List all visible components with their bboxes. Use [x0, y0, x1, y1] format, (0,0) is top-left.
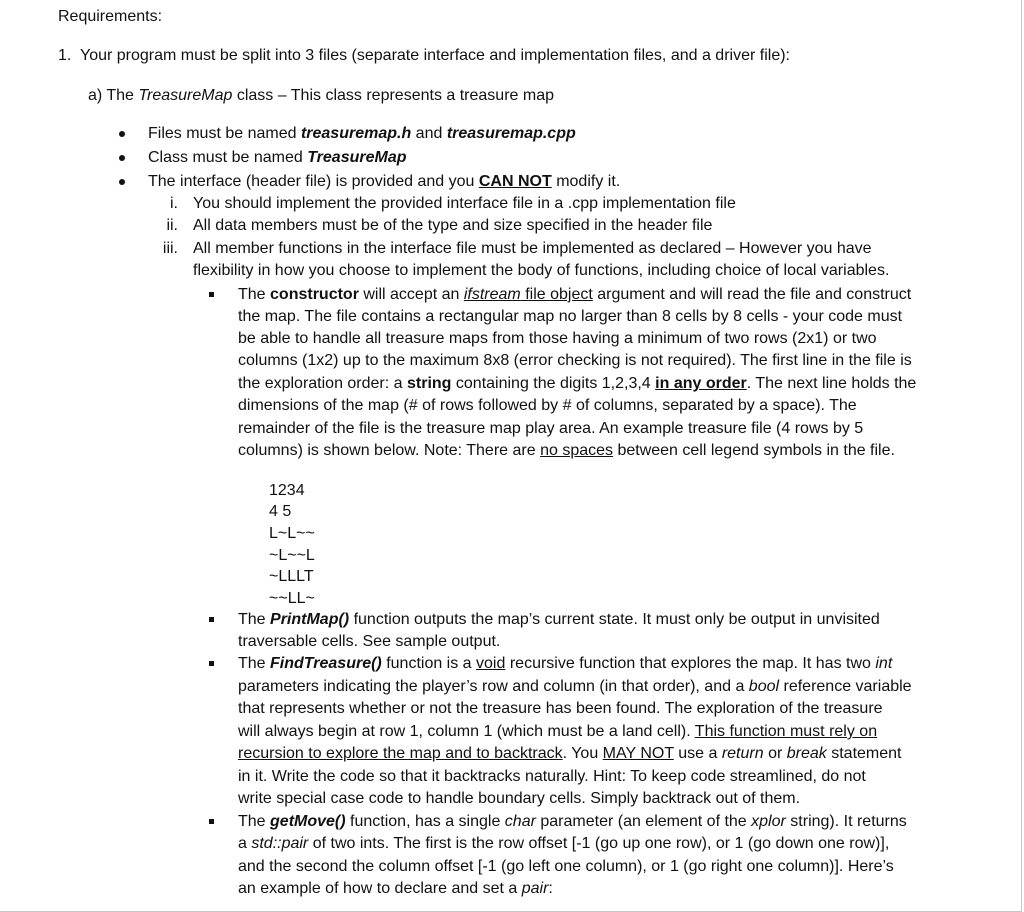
bullet-dot [119, 179, 125, 185]
bullet-dot [119, 155, 125, 161]
example-file-line: 4 5 [269, 503, 292, 520]
constructor-paragraph-line: The constructor will accept an ifstream file object argument and will read the file and construct [238, 286, 912, 303]
example-file-line: ~L~~L [269, 547, 315, 564]
constructor-paragraph-line: columns (1x2) up to the maximum 8x8 (error checking is not required). The first line in the file is [238, 352, 912, 369]
example-file-line: 1234 [269, 482, 305, 499]
roman-item-text: flexibility in how you choose to implement the body of functions, including choice of local variables. [193, 262, 890, 279]
example-file-line: L~L~~ [269, 525, 315, 542]
constructor-paragraph-line: the exploration order: a string containing the digits 1,2,3,4 in any order. The next line holds the [238, 375, 917, 392]
getmove-paragraph-line: and the second the column offset [-1 (go left one column), or 1 (go right one column)]. Here’s [238, 858, 894, 875]
bullet-dot [119, 131, 125, 137]
requirement-number: 1. [58, 47, 72, 64]
square-bullet [209, 819, 214, 824]
roman-numeral: iii. [162, 240, 178, 257]
printmap-paragraph-line: traversable cells. See sample output. [238, 633, 501, 650]
findtreasure-paragraph-line: write special case code to handle boundary cells. Simply backtrack out of them. [238, 790, 801, 807]
bullet-class-named: Class must be named TreasureMap [148, 149, 407, 166]
constructor-paragraph-line: columns) is shown below. Note: There are no spaces between cell legend symbols in the file. [238, 442, 895, 459]
square-bullet [209, 292, 214, 297]
square-bullet [209, 617, 214, 622]
example-file-line: ~LLLT [269, 568, 314, 585]
roman-item-text: All member functions in the interface file must be implemented as declared – However you have [193, 240, 872, 257]
requirements-heading: Requirements: [58, 8, 163, 25]
roman-numeral: i. [170, 195, 178, 212]
square-bullet [209, 661, 214, 666]
roman-item-text: You should implement the provided interface file in a .cpp implementation file [193, 195, 736, 212]
findtreasure-paragraph-line: recursion to explore the map and to backtrack. You MAY NOT use a return or break statement [238, 745, 902, 762]
findtreasure-paragraph-line: that represents whether or not the treasure has been found. The exploration of the treasure [238, 700, 883, 717]
constructor-paragraph-line: the map. The file contains a rectangular map no larger than 8 cells by 8 cells - your code must [238, 308, 903, 325]
bullet-interface-provided: The interface (header file) is provided and you CAN NOT modify it. [148, 173, 621, 190]
bullet-files-named: Files must be named treasuremap.h and treasuremap.cpp [148, 125, 576, 142]
findtreasure-paragraph-line: in it. Write the code so that it backtracks naturally. Hint: To keep code streamlined, do not [238, 768, 866, 785]
getmove-paragraph-line: a std::pair of two ints. The first is the row offset [-1 (go up one row), or 1 (go down one row)], [238, 835, 890, 852]
constructor-paragraph-line: be able to handle all treasure maps from those having a minimum of two rows (2x1) or two [238, 330, 877, 347]
roman-item-text: All data members must be of the type and size specified in the header file [193, 217, 713, 234]
requirement-1-text: Your program must be split into 3 files (separate interface and implementation files, and a driver file): [80, 47, 790, 64]
constructor-paragraph-line: remainder of the file is the treasure map play area. An example treasure file (4 rows by 5 [238, 420, 864, 437]
getmove-paragraph-line: an example of how to declare and set a pair: [238, 880, 553, 897]
printmap-paragraph-line: The PrintMap() function outputs the map’s current state. It must only be output in unvisited [238, 611, 880, 628]
roman-numeral: ii. [166, 217, 178, 234]
example-file-line: ~~LL~ [269, 590, 315, 607]
section-a-heading: a) The TreasureMap class – This class represents a treasure map [88, 87, 554, 104]
findtreasure-paragraph-line: parameters indicating the player’s row and column (in that order), and a bool reference variable [238, 678, 912, 695]
getmove-paragraph-line: The getMove() function, has a single char parameter (an element of the xplor string). It returns [238, 813, 907, 830]
findtreasure-paragraph-line: The FindTreasure() function is a void recursive function that explores the map. It has two int [238, 655, 893, 672]
constructor-paragraph-line: dimensions of the map (# of rows followed by # of columns, separated by a space). The [238, 397, 857, 414]
findtreasure-paragraph-line: will always begin at row 1, column 1 (which must be a land cell). This function must rely on [238, 723, 878, 740]
